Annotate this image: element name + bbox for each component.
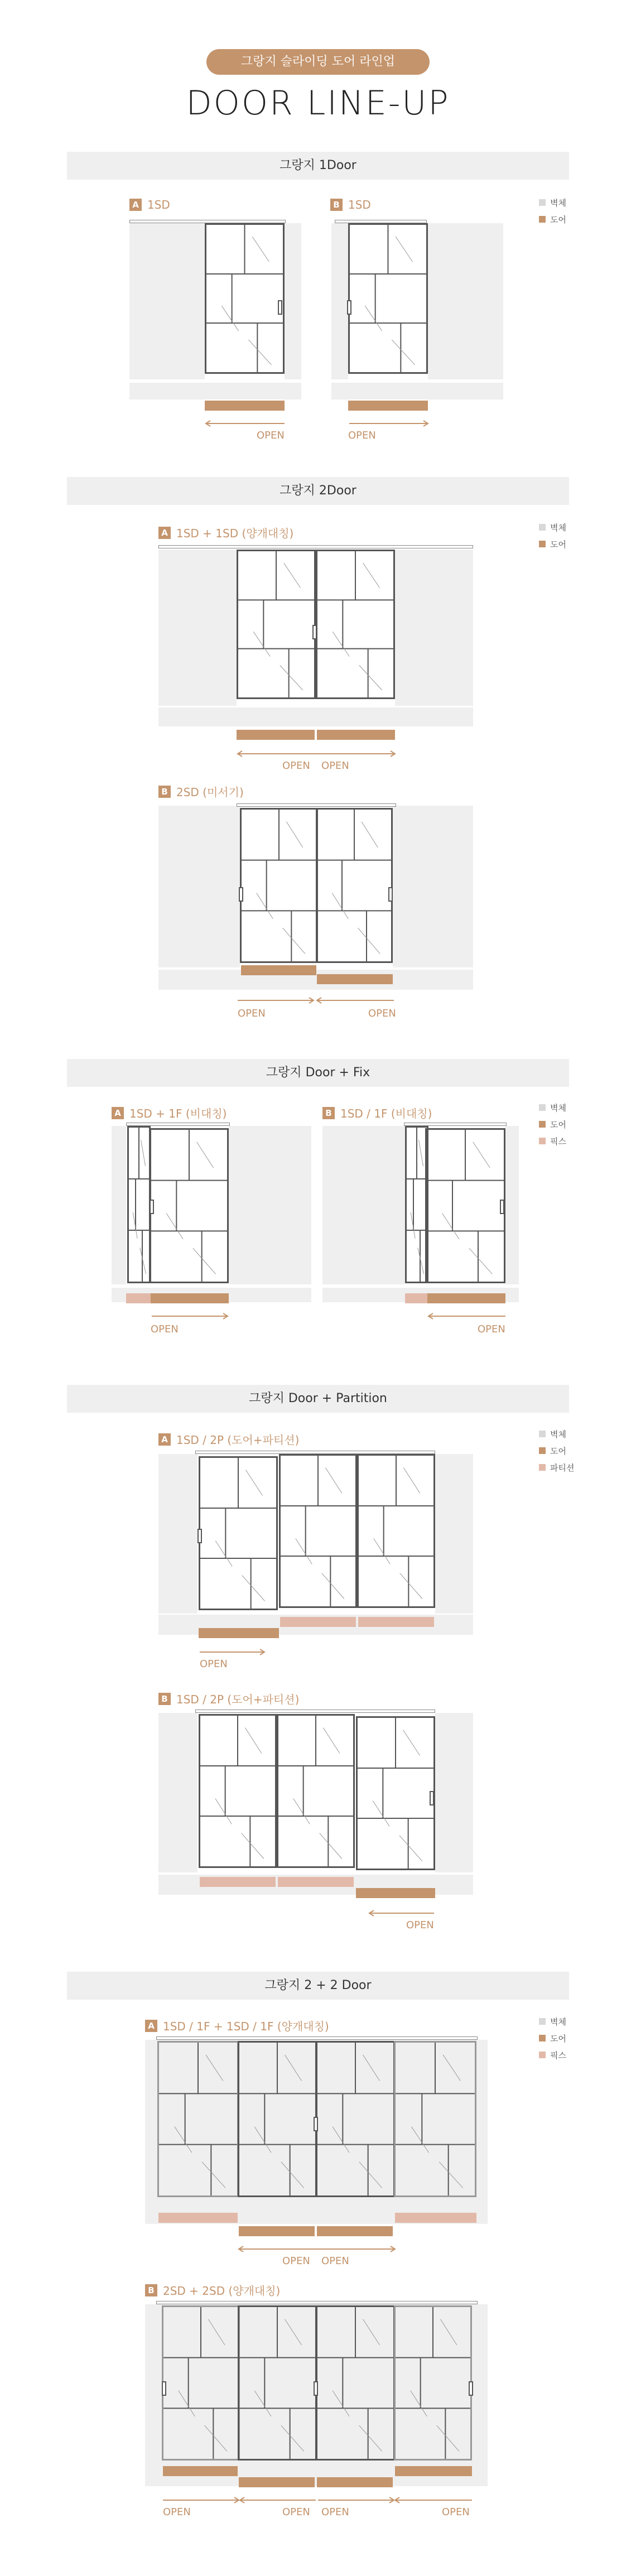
legend-door: 도어 (550, 2033, 566, 2044)
door-bar (317, 2477, 393, 2487)
open-label: OPEN (406, 1919, 434, 1931)
door-panel (162, 2305, 240, 2461)
open-label: OPEN (442, 2506, 470, 2518)
open-label: OPEN (200, 1658, 228, 1670)
section-title-door-partition: 그랑지 Door + Partition (67, 1385, 569, 1413)
door-panel (425, 1128, 505, 1283)
door-panel (157, 2041, 239, 2197)
door-panel (277, 1714, 355, 1868)
badge: A (129, 199, 142, 211)
door-panel (238, 2305, 317, 2461)
fix-bar (158, 2213, 238, 2223)
door-bar (205, 401, 285, 411)
section-title-2plus2door: 그랑지 2 + 2 Door (67, 1972, 569, 2000)
item-label-text: 1SD / 2P (도어+파티션) (176, 1433, 300, 1447)
door-bar (427, 1293, 505, 1303)
door-bar (348, 401, 428, 411)
fix-bar (405, 1293, 427, 1303)
legend-wall: 벽체 (550, 2016, 566, 2027)
partition-bar (358, 1617, 434, 1627)
item-label-text: 1SD + 1SD (양개대칭) (176, 527, 294, 540)
legend-door-partition (539, 1426, 574, 1476)
section-title-1door: 그랑지 1Door (67, 152, 569, 180)
door-panel (199, 1456, 278, 1610)
legend-1door (539, 194, 566, 228)
door-panel (237, 550, 316, 699)
fix-bar (395, 2213, 476, 2223)
door-panel (394, 2305, 472, 2461)
legend-door-fix (539, 1099, 566, 1149)
legend-2plus2door (539, 2013, 566, 2063)
badge: A (158, 1433, 171, 1446)
subtitle-pill: 그랑지 슬라이딩 도어 라인업 (206, 49, 430, 75)
open-label: OPEN (478, 1323, 505, 1335)
door-bar (317, 974, 393, 984)
door-bar (356, 1888, 435, 1898)
open-label: OPEN (151, 1323, 179, 1335)
legend-fix: 픽스 (550, 2050, 566, 2060)
door-panel (199, 1714, 277, 1868)
legend-2door (539, 519, 566, 552)
open-label: OPEN (368, 1008, 396, 1019)
legend-wall: 벽체 (550, 1102, 566, 1113)
door-panel (150, 1128, 229, 1283)
door-bar (199, 1628, 279, 1638)
door-bar (151, 1293, 229, 1303)
item-label-text: 1SD / 1F (비대칭) (340, 1107, 432, 1120)
item-label-4a (158, 1431, 299, 1447)
legend-door: 도어 (550, 1446, 566, 1456)
badge: A (112, 1107, 124, 1119)
partition-bar (200, 1877, 276, 1887)
badge: A (158, 527, 171, 539)
door-panel (238, 2041, 317, 2197)
item-label-1b (330, 198, 371, 211)
partition-bar (280, 1617, 356, 1627)
badge: B (145, 2284, 157, 2296)
item-label-2b (158, 783, 244, 800)
legend-wall: 벽체 (550, 1429, 566, 1439)
open-label: OPEN (321, 2506, 349, 2518)
door-panel (316, 808, 393, 963)
door-bar (395, 2466, 472, 2476)
item-label-text: 1SD (147, 198, 170, 211)
legend-door: 도어 (550, 539, 566, 550)
door-panel (127, 1126, 151, 1283)
open-label: OPEN (257, 430, 285, 441)
badge: B (330, 199, 343, 211)
badge: A (145, 2020, 157, 2032)
item-label-text: 2SD (미서기) (176, 786, 244, 799)
open-label: OPEN (321, 760, 349, 772)
door-panel (316, 550, 395, 699)
door-bar (163, 2466, 238, 2476)
item-label-3a (112, 1105, 227, 1121)
item-label-5b (145, 2282, 280, 2298)
item-label-4b (158, 1691, 299, 1707)
badge: B (322, 1107, 335, 1119)
section-title-2door: 그랑지 2Door (67, 477, 569, 505)
door-bar (239, 2477, 315, 2487)
item-label-text: 2SD + 2SD (양개대칭) (163, 2284, 281, 2298)
door-panel (357, 1454, 435, 1608)
item-label-text: 1SD + 1F (비대칭) (129, 1107, 227, 1120)
open-label: OPEN (238, 1008, 266, 1019)
legend-wall: 벽체 (550, 198, 566, 208)
door-bar (317, 2226, 393, 2236)
item-label-2a (158, 524, 293, 541)
item-label-3b (322, 1105, 432, 1121)
door-panel (240, 808, 318, 963)
legend-partition: 파티션 (550, 1462, 575, 1473)
partition-bar (278, 1877, 354, 1887)
door-bar (317, 730, 395, 740)
item-label-text: 1SD / 1F + 1SD / 1F (양개대칭) (163, 2020, 329, 2033)
door-panel (348, 223, 428, 374)
door-bar (237, 730, 315, 740)
page-title: DOOR LINE-UP (186, 84, 450, 123)
door-panel (316, 2041, 395, 2197)
open-label: OPEN (163, 2506, 191, 2518)
legend-wall: 벽체 (550, 522, 566, 533)
door-bar (241, 965, 316, 975)
door-panel (316, 2305, 395, 2461)
open-label: OPEN (348, 430, 376, 441)
door-bar (239, 2226, 315, 2236)
legend-door: 도어 (550, 214, 566, 225)
open-label: OPEN (282, 2255, 310, 2267)
item-label-text: 1SD / 2P (도어+파티션) (176, 1693, 300, 1706)
door-panel (394, 2041, 476, 2197)
item-label-5a (145, 2018, 329, 2034)
open-label: OPEN (321, 2255, 349, 2267)
door-panel (205, 223, 285, 374)
section-title-door-fix: 그랑지 Door + Fix (67, 1059, 569, 1087)
item-label-text: 1SD (348, 198, 371, 211)
legend-fix: 픽스 (550, 1136, 566, 1147)
door-panel (279, 1454, 357, 1608)
door-panel (356, 1716, 435, 1870)
badge: B (158, 1693, 171, 1705)
legend-door: 도어 (550, 1119, 566, 1130)
fix-bar (126, 1293, 151, 1303)
badge: B (158, 786, 171, 798)
open-label: OPEN (282, 2506, 310, 2518)
item-label-1a (129, 198, 170, 211)
open-label: OPEN (282, 760, 310, 772)
